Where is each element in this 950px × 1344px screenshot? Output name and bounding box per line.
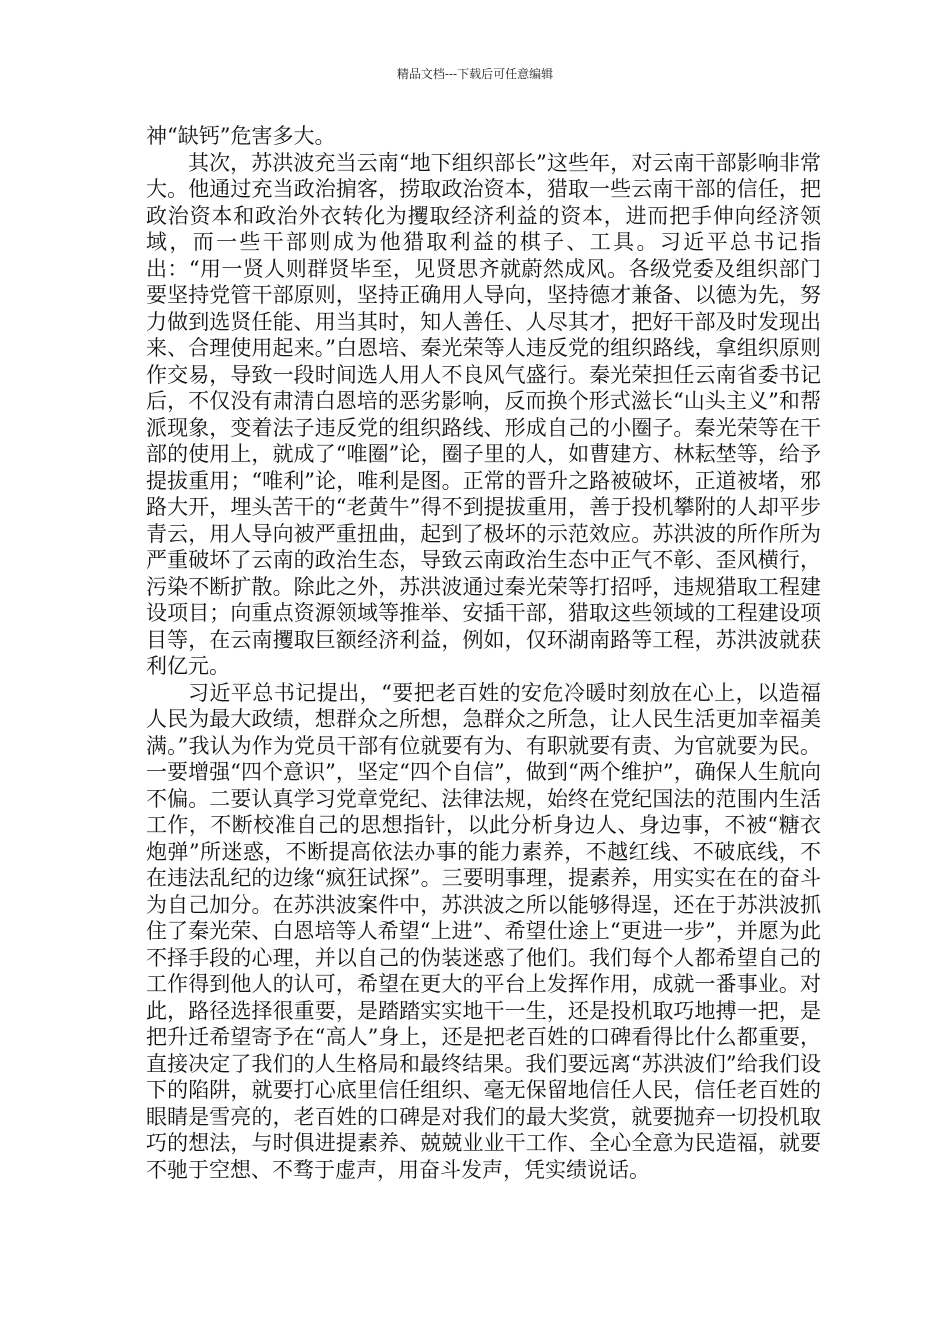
paragraph: 习近平总书记提出，“要把老百姓的安危冷暖时刻放在心上，以造福人民为最大政绩，想群众之所想，急群众之所急，让人民生活更加幸福美满。”我认为作为党员干部有位就要有为、有职就要有责、为官就要为民。一要增强“四个意识”，坚定“四个自信”，做到“两个维护”，确保人生航向不偏。二要认真学习党章党纪、法律法规，始终在党纪国法的范围内生活工作，不断校准自己的思想指针，以此分析身边人、身边事，不被“糖衣炮弹”所迷惑，不断提高依法办事的能力素养，不越红线、不破底线，不在违法乱纪的边缘“疯狂试探”。三要明事理，提素养，用实实在在的奋斗为自己加分。在苏洪波案件中，苏洪波之所以能够得逞，还在于苏洪波抓住了秦光荣、白恩培等人希望“上进”、希望仕途上“更进一步”，并愿为此不择手段的心理，并以自己的伪装迷惑了他们。我们每个人都希望自己的工作得到他人的认可，希望在更大的平台上发挥作用，成就一番事业。对此，路径选择很重要，是踏踏实实地干一生，还是投机取巧地搏一把，是把升迁希望寄予在“高人”身上，还是把老百姓的口碑看得比什么都重要，直接决定了我们的人生格局和最终结果。我们要远离“苏洪波们”给我们设下的陷阱，就要打心底里信任组织、毫无保留地信任人民，信任老百姓的眼睛是雪亮的，老百姓的口碑是对我们的最大奖赏，就要抛弃一切投机取巧的想法，与时俱进提素养、兢兢业业干工作、全心全意为民造福，就要不驰于空想、不骛于虚声，用奋斗发声，凭实绩说话。 — [146, 680, 821, 1182]
paragraph: 其次，苏洪波充当云南“地下组织部长”这些年，对云南干部影响非常大。他通过充当政治掮客，捞取政治资本，猎取一些云南干部的信任，把政治资本和政治外衣转化为攫取经济利益的资本，进而把手伸向经济领域，而一些干部则成为他猎取利益的棋子、工具。习近平总书记指出：“用一贤人则群贤毕至，见贤思齐就蔚然成风。各级党委及组织部门要坚持党管干部原则，坚持正确用人导向，坚持德才兼备、以德为先，努力做到选贤任能、用当其时，知人善任、人尽其才，把好干部及时发现出来、合理使用起来。”白恩培、秦光荣等人违反党的组织路线，拿组织原则作交易，导致一段时间选人用人不良风气盛行。秦光荣担任云南省委书记后，不仅没有肃清白恩培的恶劣影响，反而换个形式滋长“山头主义”和帮派现象，变着法子违反党的组织路线、形成自己的小圈子。秦光荣等在干部的使用上，就成了“唯圈”论，圈子里的人，如曹建方、林耘埜等，给予提拔重用；“唯利”论，唯利是图。正常的晋升之路被破坏，正道被堵，邪路大开，埋头苦干的“老黄牛”得不到提拔重用，善于投机攀附的人却平步青云，用人导向被严重扭曲，起到了极坏的示范效应。苏洪波的所作所为严重破坏了云南的政治生态，导致云南政治生态中正气不彰、歪风横行，污染不断扩散。除此之外，苏洪波通过秦光荣等打招呼，违规猎取工程建设项目；向重点资源领域等推举、安插干部，猎取这些领域的工程建设项目等，在云南攫取巨额经济利益，例如，仅环湖南路等工程，苏洪波就获利亿元。 — [146, 150, 821, 678]
paragraph-continuation: 神“缺钙”危害多大。 — [146, 124, 336, 148]
page-header: 精品文档---下载后可任意编辑 — [396, 67, 554, 81]
document-body — [146, 123, 821, 1183]
